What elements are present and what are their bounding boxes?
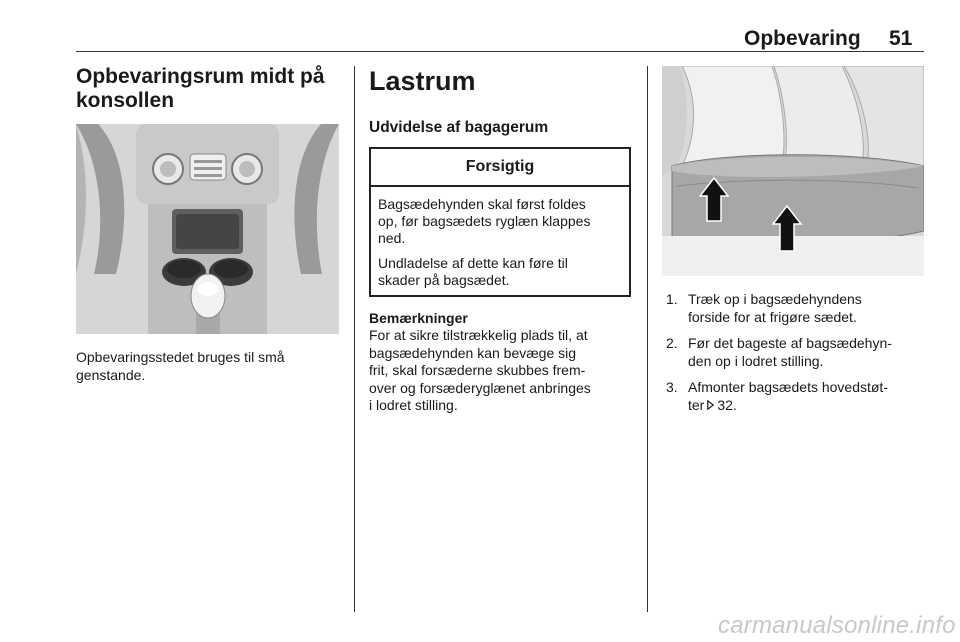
text-line: For at sikre tilstrækkelig plads til, at bbox=[369, 327, 588, 343]
text-line: frit, skal forsæderne skubbes frem- bbox=[369, 362, 586, 378]
text-line: Før det bageste af bagsædehyn- bbox=[688, 335, 892, 351]
text-line: Undladelse af dette kan føre til bbox=[378, 255, 568, 271]
column-divider-1 bbox=[354, 66, 355, 612]
caution-paragraph bbox=[371, 247, 629, 289]
text-line: i lodret stilling. bbox=[369, 397, 458, 413]
subsection-title-extend-cargo: Udvidelse af bagagerum bbox=[369, 119, 549, 136]
header-rule bbox=[76, 51, 924, 52]
page-header-title: Opbevaring bbox=[744, 27, 861, 50]
step-item bbox=[666, 379, 926, 414]
text-line: Afmonter bagsædets hovedstøt- bbox=[688, 379, 888, 395]
section-title-console-storage bbox=[76, 65, 344, 113]
step-number: 2. bbox=[666, 335, 678, 351]
text-line: skader på bagsædet. bbox=[378, 272, 510, 288]
text-line: den op i lodret stilling. bbox=[688, 352, 824, 369]
caution-title: Forsigtig bbox=[371, 149, 629, 187]
text-line: over og forsæderyglænet anbringes bbox=[369, 379, 591, 396]
console-storage-text bbox=[76, 348, 344, 384]
title-line: konsollen bbox=[76, 89, 175, 112]
console-storage-illustration bbox=[76, 124, 339, 334]
text-line: op, før bagsædets ryglæn klappes bbox=[378, 213, 591, 229]
column-divider-2 bbox=[647, 66, 648, 612]
text-line: ned. bbox=[378, 230, 406, 246]
text-line: forside for at frigøre sædet. bbox=[688, 308, 857, 325]
page-number: 51 bbox=[889, 27, 913, 50]
text-line: bagsædehynden kan bevæge sig bbox=[369, 344, 577, 361]
steps-list bbox=[666, 291, 926, 423]
page-reference-triangle-icon[interactable] bbox=[707, 400, 714, 410]
text-line: genstande. bbox=[76, 367, 146, 383]
step-number: 3. bbox=[666, 379, 678, 395]
notes-heading: Bemærkninger bbox=[369, 310, 468, 326]
title-line: Opbevaringsrum midt på bbox=[76, 65, 325, 88]
step-item bbox=[666, 335, 926, 370]
text-line: Træk op i bagsædehyndens bbox=[688, 291, 862, 307]
text-line: Opbevaringsstedet bruges til små bbox=[76, 349, 285, 365]
notes-text bbox=[369, 327, 635, 415]
section-title-cargo: Lastrum bbox=[369, 66, 476, 96]
page-reference-link[interactable]: 32. bbox=[717, 396, 737, 413]
caution-paragraph bbox=[371, 187, 629, 247]
step-item bbox=[666, 291, 926, 326]
rear-seat-cushion-illustration bbox=[662, 66, 924, 276]
caution-box bbox=[369, 147, 631, 297]
watermark: carmanualsonline.info bbox=[718, 612, 956, 639]
text-line: Bagsædehynden skal først foldes bbox=[378, 196, 586, 212]
step-number: 1. bbox=[666, 291, 678, 307]
text-line: ter bbox=[688, 396, 705, 413]
